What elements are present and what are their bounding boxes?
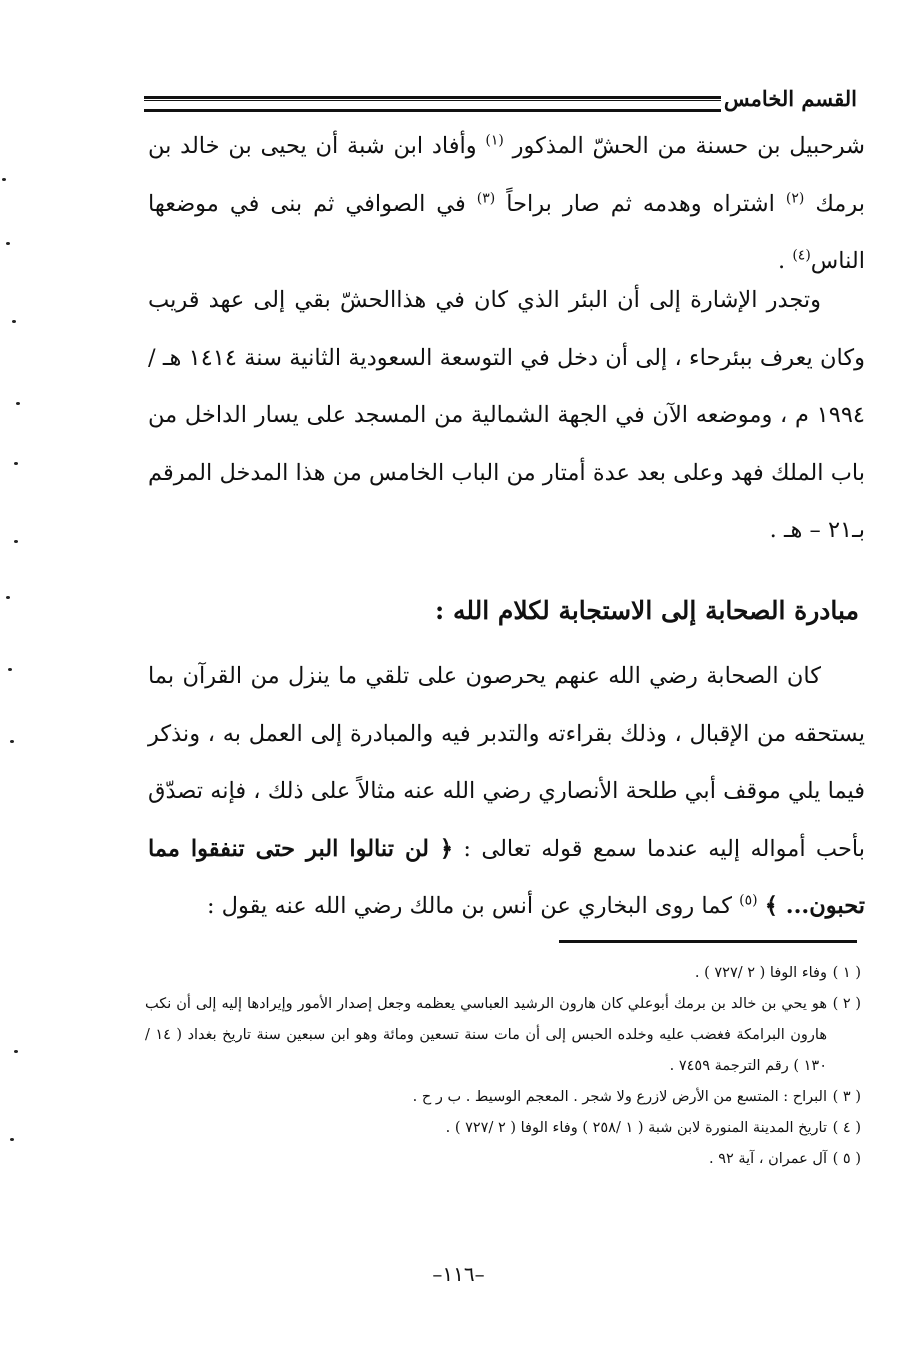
section-heading: مبادرة الصحابة إلى الاستجابة لكلام الله :	[435, 596, 859, 625]
paragraph-3-seg2: كما روى البخاري عن أنس بن مالك رضي الله عنه يقول :	[206, 893, 740, 919]
footnote-text: تاريخ المدينة المنورة لابن شبة ( ١ /٢٥٨ ) وفاء الوفا ( ٢ /٧٢٧ ) .	[445, 1120, 827, 1136]
footnote-ref-2: (٢)	[785, 190, 805, 206]
footnote-separator	[559, 940, 857, 943]
scan-speck	[12, 320, 16, 323]
footnote-text: هو يحي بن خالد بن برمك أبوعلي كان هارون الرشيد العباسي يعظمه وجعل إصدار الأمور وإيرادها إليه إلى أن نكب هارون البرامكة فغضب عليه وخلده الحبس إلى أن مات سنة تسعين ومائة وهو ابن سبعين سنة تاريخ بغداد ( ١٤ / ١٣٠ ) رقم الترجمة ٧٤٥٩ .	[145, 996, 827, 1074]
scan-speck	[14, 540, 18, 543]
footnote-ref-1: (١)	[485, 132, 504, 149]
running-title: القسم الخامس	[723, 86, 857, 111]
paragraph-1-seg1: شرحبيل بن حسنة من الحشّ المذكور	[503, 133, 866, 159]
paragraph-3	[148, 648, 865, 936]
paragraph-2	[148, 272, 865, 560]
footnote-number: ( ٤ )	[832, 1120, 861, 1136]
footnote-number: ( ٣ )	[832, 1089, 861, 1105]
scan-speck	[6, 596, 10, 599]
paragraph-1	[148, 118, 865, 291]
page-number: –١١٦–	[432, 1262, 485, 1286]
scan-speck	[6, 242, 10, 245]
scan-speck	[8, 668, 12, 671]
footnote-number: ( ٢ )	[832, 996, 861, 1012]
header-rule	[144, 96, 721, 112]
footnote-text: وفاء الوفا ( ٢ /٧٢٧ ) .	[694, 965, 827, 981]
footnote-4	[145, 1113, 861, 1144]
scan-speck	[16, 402, 20, 405]
footnote-number: ( ١ )	[832, 965, 861, 981]
scan-speck	[14, 1050, 18, 1053]
scan-speck	[14, 462, 18, 465]
running-header	[144, 84, 861, 120]
footnote-ref-4: (٤)	[792, 247, 811, 264]
footnote-text: البراح : المتسع من الأرض لازرع ولا شجر . المعجم الوسيط . ب ر ح .	[412, 1089, 827, 1105]
footnote-ref-5: (٥)	[739, 892, 758, 909]
quran-verse: ﴿ لن تنالوا البر حتى تنفقوا مما تحبون... ﴾	[148, 835, 865, 919]
scan-speck	[10, 1138, 14, 1141]
paragraph-3-seg1: كان الصحابة رضي الله عنهم يحرصون على تلقي ما ينزل من القرآن بما يستحقه من الإقبال ، وذلك بقراءته والتدبر فيه والمبادرة إلى العمل به ، ونذكر فيما يلي موقف أبي طلحة الأنصاري رضي الله عنه مثالاً على ذلك ، فإنه تصدّق بأحب أمواله إليه عندما سمع قوله تعالى :	[148, 663, 866, 862]
footnote-number: ( ٥ )	[832, 1151, 861, 1167]
footnote-5	[145, 1144, 861, 1175]
footnote-text: آل عمران ، آية ٩٢ .	[708, 1151, 827, 1167]
paragraph-1-seg4: في الصوافي ثم بنى في موضعها الناس	[148, 190, 865, 274]
paragraph-1-seg3: اشتراه وهدمه ثم صار براحاً	[495, 190, 786, 217]
footnote-ref-3: (٣)	[476, 190, 496, 206]
footnotes	[145, 958, 861, 1175]
scan-speck	[2, 178, 6, 181]
paragraph-1-seg5: .	[778, 248, 793, 274]
footnote-3	[145, 1082, 861, 1113]
footnote-2	[145, 989, 861, 1082]
paragraph-1-seg2: وأفاد ابن شبة أن يحيى بن خالد بن برمك	[148, 133, 866, 217]
paragraph-2-text: وتجدر الإشارة إلى أن البئر الذي كان في هذاالحشّ بقي إلى عهد قريب وكان يعرف ببئرحاء ، إلى أن دخل في التوسعة السعودية الثانية سنة ١٤١٤ هـ / ١٩٩٤ م ، وموضعه الآن في الجهة الشمالية من المسجد على يسار الداخل من باب الملك فهد وعلى بعد عدة أمتار من الباب الخامس من هذا المدخل المرقم بـ٢١ – هـ .	[148, 287, 865, 543]
paragraph-1-text	[148, 118, 865, 291]
paragraph-3-text	[148, 648, 865, 936]
scan-speck	[10, 740, 14, 743]
footnote-1	[145, 958, 861, 989]
